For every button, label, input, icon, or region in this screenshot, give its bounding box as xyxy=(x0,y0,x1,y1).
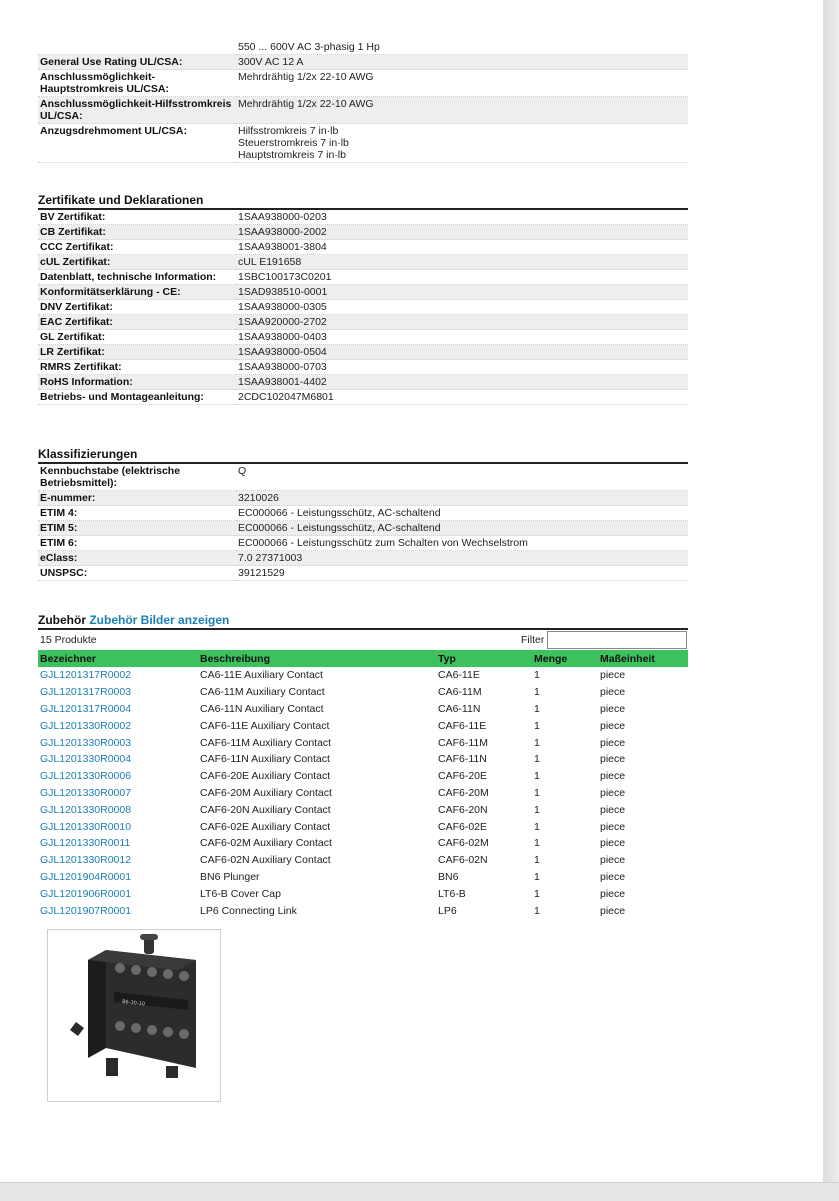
cert-row xyxy=(38,315,688,330)
unit-cell: piece xyxy=(600,786,626,799)
description-cell: CAF6-02N Auxiliary Contact xyxy=(200,854,331,867)
class-row-value: 7.0 27371003 xyxy=(236,551,688,566)
spec-row xyxy=(38,97,688,124)
column-header-typ[interactable]: Typ xyxy=(436,650,532,667)
part-number-link[interactable]: GJL1201330R0006 xyxy=(40,770,132,783)
quantity-cell: 1 xyxy=(534,854,540,867)
description-cell: CAF6-11N Auxiliary Contact xyxy=(200,753,330,766)
accessory-row xyxy=(38,801,688,818)
product-model-label: B6-30-10 xyxy=(121,999,146,1008)
cert-row-value: 1SAA938001-4402 xyxy=(236,375,688,390)
part-number-link[interactable]: GJL1201330R0007 xyxy=(40,786,132,799)
cert-row xyxy=(38,225,688,240)
quantity-cell: 1 xyxy=(534,870,540,883)
spec-key: Anschlussmöglichkeit-Hilfsstromkreis UL/CSA: xyxy=(38,97,236,124)
spec-row xyxy=(38,40,688,55)
class-row xyxy=(38,491,688,506)
part-number-link[interactable]: GJL1201330R0002 xyxy=(40,719,132,732)
class-row-key: ETIM 5: xyxy=(38,521,236,536)
spec-value: Mehrdrähtig 1/2x 22-10 AWG xyxy=(236,97,688,124)
unit-cell: piece xyxy=(600,686,626,699)
unit-cell: piece xyxy=(600,854,626,867)
column-header-menge[interactable]: Menge xyxy=(532,650,598,667)
class-row-value: EC000066 - Leistungsschütz, AC-schaltend xyxy=(236,506,688,521)
cert-row-key: Datenblatt, technische Information: xyxy=(38,270,236,285)
quantity-cell: 1 xyxy=(534,786,540,799)
cert-row-value: 2CDC102047M6801 xyxy=(236,390,688,405)
cert-row-key: RMRS Zertifikat: xyxy=(38,360,236,375)
description-cell: CAF6-20E Auxiliary Contact xyxy=(200,770,331,783)
accessory-row xyxy=(38,785,688,802)
type-cell: LT6-B xyxy=(438,887,466,900)
cert-row-key: cUL Zertifikat: xyxy=(38,255,236,270)
description-cell: CAF6-20M Auxiliary Contact xyxy=(200,786,332,799)
type-cell: CA6-11E xyxy=(438,669,480,682)
spec-key: Anzugsdrehmoment UL/CSA: xyxy=(38,124,236,163)
accessories-title: Zubehör xyxy=(38,613,86,627)
part-number-link[interactable]: GJL1201330R0003 xyxy=(40,736,132,749)
cert-row-key: Konformitätserklärung - CE: xyxy=(38,285,236,300)
quantity-cell: 1 xyxy=(534,719,540,732)
filter-row xyxy=(38,631,688,649)
part-number-link[interactable]: GJL1201330R0004 xyxy=(40,753,132,766)
part-number-link[interactable]: GJL1201330R0012 xyxy=(40,854,132,867)
type-cell: CA6-11N xyxy=(438,702,481,715)
accessory-row xyxy=(38,818,688,835)
unit-cell: piece xyxy=(600,736,626,749)
show-accessory-images-link[interactable]: Zubehör Bilder anzeigen xyxy=(89,613,230,627)
type-cell: BN6 xyxy=(438,870,459,883)
product-image-frame[interactable] xyxy=(47,929,221,1102)
unit-cell: piece xyxy=(600,753,626,766)
classes-table xyxy=(38,464,688,581)
class-row-key: UNSPSC: xyxy=(38,566,236,581)
class-row-key: ETIM 6: xyxy=(38,536,236,551)
unit-cell: piece xyxy=(600,837,626,850)
spec-key: General Use Rating UL/CSA: xyxy=(38,55,236,70)
quantity-cell: 1 xyxy=(534,803,540,816)
part-number-link[interactable]: GJL1201317R0002 xyxy=(40,669,132,682)
type-cell: CAF6-02E xyxy=(438,820,488,833)
accessory-row xyxy=(38,701,688,718)
cert-row xyxy=(38,270,688,285)
accessory-row xyxy=(38,751,688,768)
cert-row xyxy=(38,240,688,255)
description-cell: CA6-11M Auxiliary Contact xyxy=(200,686,325,699)
product-count: 15 Produkte xyxy=(40,634,97,646)
description-cell: CAF6-11E Auxiliary Contact xyxy=(200,719,330,732)
cert-row-key: CCC Zertifikat: xyxy=(38,240,236,255)
type-cell: CA6-11M xyxy=(438,686,482,699)
spec-value: 300V AC 12 A xyxy=(236,55,688,70)
unit-cell: piece xyxy=(600,820,626,833)
accessory-row xyxy=(38,667,688,684)
certs-section-title: Zertifikate und Deklarationen xyxy=(38,193,688,210)
cert-row-key: RoHS Information: xyxy=(38,375,236,390)
type-cell: CAF6-02N xyxy=(438,854,488,867)
type-cell: CAF6-02M xyxy=(438,837,489,850)
cert-row xyxy=(38,210,688,225)
class-row-key: Kennbuchstabe (elektrische Betriebsmittel): xyxy=(38,464,236,491)
filter-label: Filter xyxy=(521,634,545,646)
description-cell: LP6 Connecting Link xyxy=(200,904,297,917)
spec-key: Anschlussmöglichkeit-Hauptstromkreis UL/CSA: xyxy=(38,70,236,97)
part-number-link[interactable]: GJL1201330R0010 xyxy=(40,820,132,833)
cert-row-value: 1SAA938000-0203 xyxy=(236,210,688,225)
cert-row xyxy=(38,300,688,315)
class-row xyxy=(38,521,688,536)
cert-row-value: cUL E191658 xyxy=(236,255,688,270)
accessory-row xyxy=(38,717,688,734)
description-cell: CA6-11E Auxiliary Contact xyxy=(200,669,323,682)
spec-row xyxy=(38,124,688,163)
class-row-value: EC000066 - Leistungsschütz, AC-schaltend xyxy=(236,521,688,536)
part-number-link[interactable]: GJL1201904R0001 xyxy=(40,870,132,883)
type-cell: CAF6-20N xyxy=(438,803,488,816)
cert-row-value: 1SAD938510-0001 xyxy=(236,285,688,300)
accessory-row xyxy=(38,835,688,852)
accessories-section-title xyxy=(38,613,688,630)
cert-row-key: Betriebs- und Montageanleitung: xyxy=(38,390,236,405)
cert-row-key: BV Zertifikat: xyxy=(38,210,236,225)
class-row-key: eClass: xyxy=(38,551,236,566)
description-cell: CAF6-02E Auxiliary Contact xyxy=(200,820,331,833)
scrollbar-gutter xyxy=(823,0,839,1200)
class-row-key: ETIM 4: xyxy=(38,506,236,521)
cert-row-key: CB Zertifikat: xyxy=(38,225,236,240)
type-cell: LP6 xyxy=(438,904,457,917)
cert-row xyxy=(38,360,688,375)
accessory-row xyxy=(38,902,688,919)
cert-row xyxy=(38,285,688,300)
column-header-beschreibung[interactable]: Beschreibung xyxy=(198,650,436,667)
cert-row-key: EAC Zertifikat: xyxy=(38,315,236,330)
cert-row-value: 1SAA938000-0403 xyxy=(236,330,688,345)
filter-input[interactable] xyxy=(547,631,687,649)
cert-row-key: DNV Zertifikat: xyxy=(38,300,236,315)
cert-row xyxy=(38,375,688,390)
class-row xyxy=(38,551,688,566)
unit-cell: piece xyxy=(600,803,626,816)
class-row-value: EC000066 - Leistungsschütz zum Schalten von Wechselstrom xyxy=(236,536,688,551)
unit-cell: piece xyxy=(600,904,626,917)
cert-row xyxy=(38,330,688,345)
spec-row xyxy=(38,55,688,70)
cert-row-key: GL Zertifikat: xyxy=(38,330,236,345)
spec-row xyxy=(38,70,688,97)
cert-row xyxy=(38,345,688,360)
cert-row xyxy=(38,255,688,270)
cert-row-value: 1SAA938000-0305 xyxy=(236,300,688,315)
accessory-row xyxy=(38,852,688,869)
type-cell: CAF6-11N xyxy=(438,753,487,766)
type-cell: CAF6-20M xyxy=(438,786,489,799)
cert-row-key: LR Zertifikat: xyxy=(38,345,236,360)
accessory-row xyxy=(38,684,688,701)
quantity-cell: 1 xyxy=(534,770,540,783)
class-row xyxy=(38,464,688,491)
quantity-cell: 1 xyxy=(534,904,540,917)
spec-value: 550 ... 600V AC 3-phasig 1 Hp xyxy=(236,40,688,55)
spec-key xyxy=(38,40,236,55)
spec-value: Mehrdrähtig 1/2x 22-10 AWG xyxy=(236,70,688,97)
description-cell: CA6-11N Auxiliary Contact xyxy=(200,702,324,715)
unit-cell: piece xyxy=(600,719,626,732)
description-cell: CAF6-20N Auxiliary Contact xyxy=(200,803,331,816)
classes-section-title: Klassifizierungen xyxy=(38,447,688,464)
spec-table xyxy=(38,40,688,163)
class-row xyxy=(38,566,688,581)
class-row-value: 3210026 xyxy=(236,491,688,506)
cert-row-value: 1SAA938001-3804 xyxy=(236,240,688,255)
column-header-bezeichner[interactable]: Bezeichner xyxy=(38,650,198,667)
class-row-value: Q xyxy=(236,464,688,491)
accessories-table xyxy=(38,650,688,919)
accessory-row xyxy=(38,734,688,751)
description-cell: LT6-B Cover Cap xyxy=(200,887,281,900)
type-cell: CAF6-11E xyxy=(438,719,487,732)
quantity-cell: 1 xyxy=(534,837,540,850)
spec-value: Hilfsstromkreis 7 in·lb Steuerstromkreis 7 in·lb Hauptstromkreis 7 in·lb xyxy=(236,124,688,163)
accessory-row xyxy=(38,768,688,785)
unit-cell: piece xyxy=(600,887,626,900)
certs-table xyxy=(38,210,688,405)
part-number-link[interactable]: GJL1201330R0011 xyxy=(40,837,131,850)
description-cell: BN6 Plunger xyxy=(200,870,260,883)
description-cell: CAF6-02M Auxiliary Contact xyxy=(200,837,332,850)
unit-cell: piece xyxy=(600,770,626,783)
viewer-bottom-bar xyxy=(0,1182,839,1201)
accessory-row xyxy=(38,885,688,902)
part-number-link[interactable]: GJL1201906R0001 xyxy=(40,887,132,900)
quantity-cell: 1 xyxy=(534,753,540,766)
type-cell: CAF6-20E xyxy=(438,770,488,783)
quantity-cell: 1 xyxy=(534,887,540,900)
cert-row xyxy=(38,390,688,405)
class-row-key: E-nummer: xyxy=(38,491,236,506)
class-row xyxy=(38,536,688,551)
type-cell: CAF6-11M xyxy=(438,736,488,749)
quantity-cell: 1 xyxy=(534,669,540,682)
contactor-product-image xyxy=(48,930,220,1101)
cert-row-value: 1SBC100173C0201 xyxy=(236,270,688,285)
column-header-masseinheit[interactable]: Maßeinheit xyxy=(598,650,688,667)
quantity-cell: 1 xyxy=(534,736,540,749)
description-cell: CAF6-11M Auxiliary Contact xyxy=(200,736,332,749)
accessories-header-row xyxy=(38,650,688,667)
part-number-link[interactable]: GJL1201330R0008 xyxy=(40,803,132,816)
part-number-link[interactable]: GJL1201317R0004 xyxy=(40,702,132,715)
unit-cell: piece xyxy=(600,870,626,883)
class-row-value: 39121529 xyxy=(236,566,688,581)
cert-row-value: 1SAA920000-2702 xyxy=(236,315,688,330)
quantity-cell: 1 xyxy=(534,702,540,715)
part-number-link[interactable]: GJL1201907R0001 xyxy=(40,904,132,917)
unit-cell: piece xyxy=(600,702,626,715)
accessory-row xyxy=(38,869,688,886)
cert-row-value: 1SAA938000-0504 xyxy=(236,345,688,360)
unit-cell: piece xyxy=(600,669,626,682)
part-number-link[interactable]: GJL1201317R0003 xyxy=(40,686,132,699)
class-row xyxy=(38,506,688,521)
quantity-cell: 1 xyxy=(534,686,540,699)
cert-row-value: 1SAA938000-2002 xyxy=(236,225,688,240)
cert-row-value: 1SAA938000-0703 xyxy=(236,360,688,375)
quantity-cell: 1 xyxy=(534,820,540,833)
